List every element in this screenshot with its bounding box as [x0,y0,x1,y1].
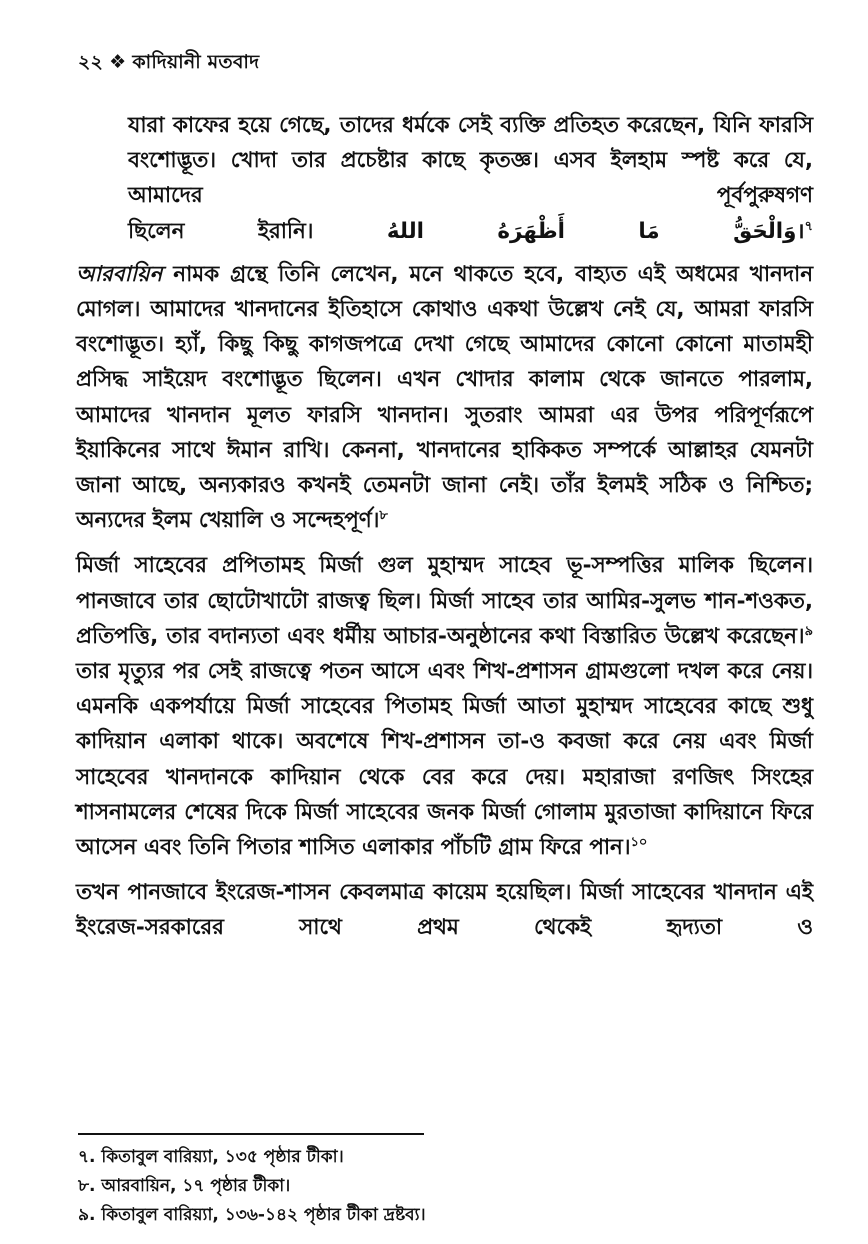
book-name: আরবায়িন [76,261,163,287]
page-body [76,108,813,946]
paragraph-1-text: নামক গ্রন্থে তিনি লেখেন, মনে থাকতে হবে, বাহ্যত এই অধমের খানদান মোগল। আমাদের খানদানের ইতিহাসে কোথাও একথা উল্লেখ নেই যে, আমরা ফারসি বংশোদ্ভূত। হ্যাঁ, কিছু কিছু কাগজপত্রে দেখা গেছে আমাদের কোনো কোনো মাতামহী প্রসিদ্ধ সাইয়েদ বংশোদ্ভূত ছিলেন। এখন খোদার কালাম থেকে জানতে পারলাম, আমাদের খানদান মূলত ফারসি খানদান। সুতরাং আমরা এর উপর পরিপূর্ণরূপে ইয়াকিনের সাথে ঈমান রাখি। কেননা, খানদানের হাকিকত সম্পর্কে আল্লাহর যেমনটা জানা আছে, অন্যকারও কখনই তেমনটা জানা নেই। তাঁর ইলমই সঠিক ও নিশ্চিত; অন্যদের ইলম খেয়ালি ও সন্দেহপূর্ণ। [76,261,813,534]
footnote-7: ৭. কিতাবুল বারিয়্যা, ১৩৫ পৃষ্ঠার টীকা। [78,1147,344,1167]
paragraph-1 [76,257,813,539]
quote-line-4 [128,219,813,244]
footnote-divider [78,1133,424,1135]
footnote-ref-9: ৯ [804,623,813,639]
block-quote [128,108,813,249]
book-title: কাদিয়ানী মতবাদ [132,51,260,73]
quote-line-3: কৃতজ্ঞ। এসব ইলহাম স্পষ্ট করে যে, আমাদের পূর্বপুরুষগণ [128,148,814,209]
page-number: ২২ [78,51,104,73]
paragraph-2-text-a: মির্জা সাহেবের প্রপিতামহ মির্জা গুল মুহাম্মদ সাহেব ভূ-সম্পত্তির মালিক ছিলেন। পানজাবে তার ছোটোখাটো রাজত্ব ছিল। মির্জা সাহেব তার আমির-সুলভ শান-শওকত, প্রতিপত্তি, তার বদান্যতা এবং ধর্মীয় আচার-অনুষ্ঠানের কথা বিস্তারিত উল্লেখ করেছেন। [76,553,813,649]
paragraph-2-text-b: তার মৃত্যুর পর সেই রাজত্বে পতন আসে এবং শিখ-প্রশাসন গ্রামগুলো দখল করে নেয়। এমনকি একপর্যায়ে মির্জা সাহেবের পিতামহ মির্জা আতা মুহাম্মদ সাহেবের কাছে শুধু কাদিয়ান এলাকা থাকে। অবশেষে শিখ-প্রশাসন তা-ও কবজা করে নেয় এবং মির্জা সাহেবের খানদানকে কাদিয়ান থেকে বের করে দেয়। মহারাজা রণজিৎ সিংহের শাসনামলের শেষের দিকে মির্জা সাহেবের জনক মির্জা গোলাম মুরতাজা কাদিয়ানে ফিরে আসেন এবং তিনি পিতার শাসিত এলাকার পাঁচটি গ্রাম ফিরে পান। [76,659,813,861]
paragraph-3: তখন পানজাবে ইংরেজ-শাসন কেবলমাত্র কায়েম হয়েছিল। মির্জা সাহেবের খানদান এই ইংরেজ-সরকারের সাথে প্রথম থেকেই হৃদ্যতা ও [76,880,813,941]
footnote-ref-10: ১০ [630,834,648,850]
ornament-icon: ❖ [109,51,127,73]
footnote-ref-8: ৮ [379,508,388,524]
quote-line-1: যারা কাফের হয়ে গেছে, তাদের ধর্মকে সেই ব্যক্তি প্রতিহত [128,113,619,138]
arabic-phrase: وَالْحَقُّ مَا أَظْهَرَهُ اللهُ [386,218,797,244]
running-head [78,48,259,80]
paragraph-2 [76,548,813,865]
footnote-ref-7: ৭ [804,218,813,234]
quote-line-4-end: । [796,218,805,244]
footnotes [78,1143,426,1230]
footnote-8: ৮. আরবায়িন, ১৭ পৃষ্ঠার টীকা। [78,1176,291,1196]
quote-line-2: করেছেন, যিনি ফারসি বংশোদ্ভূত। খোদা তার প্রচেষ্টার কাছে [128,113,813,174]
quote-line-4-text: ছিলেন ইরানি। [128,218,387,244]
footnote-9: ৯. কিতাবুল বারিয়্যা, ১৩৬-১৪২ পৃষ্ঠার টীকা দ্রষ্টব্য। [78,1205,426,1225]
